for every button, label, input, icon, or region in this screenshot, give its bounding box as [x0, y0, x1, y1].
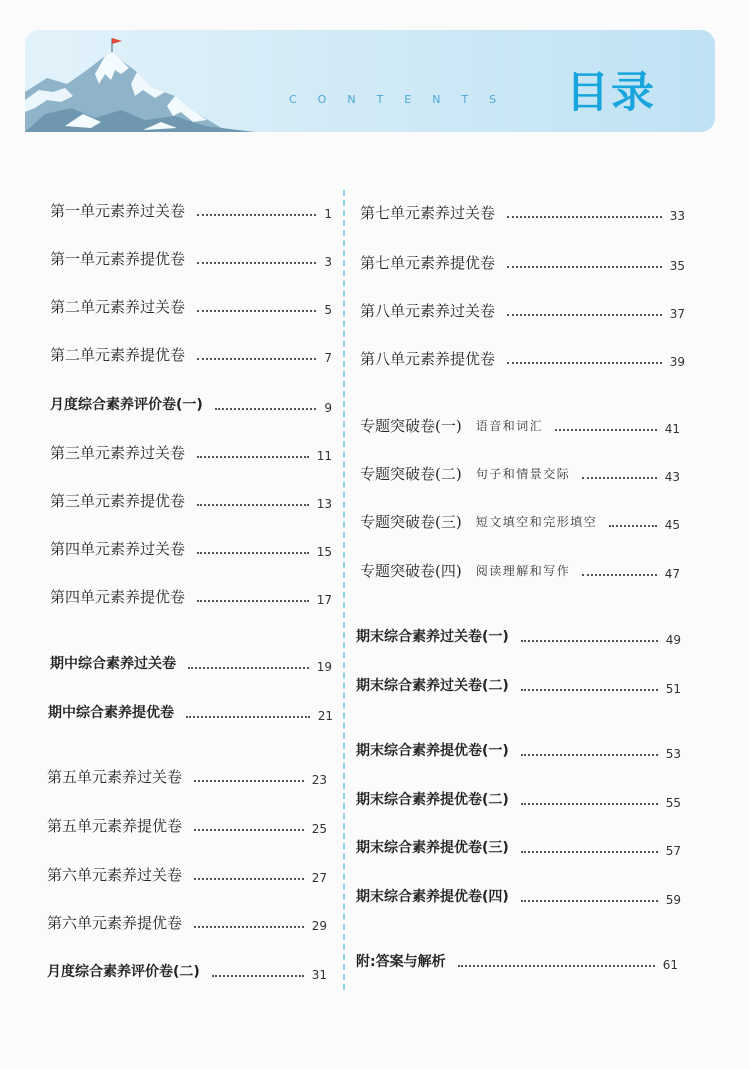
- toc-entry[interactable]: [360, 254, 685, 272]
- toc-entry-subtitle: 阅读理解和写作: [475, 564, 571, 578]
- toc-entry-page-number: 57: [665, 844, 681, 858]
- dot-leader: [197, 504, 309, 506]
- dot-leader: [555, 429, 656, 431]
- toc-entry-page-number: 33: [669, 209, 685, 223]
- toc-entry-title: 第三单元素养提优卷: [50, 492, 186, 510]
- toc-entry-title: 第八单元素养过关卷: [360, 302, 496, 320]
- toc-entry-title: 第六单元素养提优卷: [47, 914, 183, 932]
- toc-entry[interactable]: [360, 350, 685, 368]
- toc-entry[interactable]: [356, 888, 681, 906]
- toc-entry[interactable]: [50, 250, 332, 268]
- toc-entry-page-number: 31: [311, 968, 327, 982]
- toc-entry[interactable]: [356, 677, 681, 695]
- dot-leader: [197, 358, 316, 360]
- toc-entry-title: 第七单元素养提优卷: [360, 254, 496, 272]
- toc-entry-title: 期中综合素养提优卷: [48, 705, 174, 721]
- toc-entry[interactable]: [50, 298, 332, 316]
- toc-entry-title: 期末综合素养提优卷(二): [356, 792, 509, 808]
- toc-entry[interactable]: [50, 492, 332, 510]
- dot-leader: [197, 310, 316, 312]
- toc-entry[interactable]: [356, 839, 681, 857]
- dot-leader: [521, 803, 658, 805]
- toc-entry-title: 第八单元素养提优卷: [360, 350, 496, 368]
- toc-entry-page-number: 59: [665, 893, 681, 907]
- toc-entry-page-number: 29: [311, 919, 327, 933]
- toc-entry[interactable]: [356, 953, 678, 971]
- toc-entry-title: 专题突破卷(一): [360, 417, 462, 435]
- dot-leader: [582, 574, 656, 576]
- dot-leader: [212, 975, 304, 977]
- toc-entry[interactable]: [50, 346, 332, 364]
- toc-entry-title: 月度综合素养评价卷(二): [47, 964, 200, 980]
- toc-entry-page-number: 7: [324, 351, 332, 365]
- toc-entry-page-number: 23: [311, 773, 327, 787]
- toc-entry-title: 期末综合素养提优卷(四): [356, 889, 509, 905]
- toc-entry[interactable]: [50, 540, 332, 558]
- toc-entry[interactable]: [360, 562, 680, 580]
- toc-entry-title: 期中综合素养过关卷: [50, 656, 176, 672]
- toc-entry-title: 第一单元素养提优卷: [50, 250, 186, 268]
- toc-entry-title: 第四单元素养过关卷: [50, 540, 186, 558]
- toc-entry-title: 第六单元素养过关卷: [47, 866, 183, 884]
- toc-entry-page-number: 1: [324, 207, 332, 221]
- toc-entry[interactable]: [47, 866, 327, 884]
- toc-entry[interactable]: [48, 704, 333, 722]
- toc-entry-page-number: 45: [664, 518, 680, 532]
- mountain-illustration: [25, 30, 255, 132]
- toc-entry-title: 第二单元素养提优卷: [50, 346, 186, 364]
- toc-entry-title: 专题突破卷(四): [360, 562, 462, 580]
- dot-leader: [521, 900, 658, 902]
- dot-leader: [188, 667, 309, 669]
- toc-entry-page-number: 41: [664, 422, 680, 436]
- toc-entry[interactable]: [50, 655, 332, 673]
- toc-entry-title: 第五单元素养提优卷: [47, 817, 183, 835]
- toc-entry-page-number: 9: [324, 401, 332, 415]
- toc-entry-page-number: 19: [316, 660, 332, 674]
- toc-entry-page-number: 53: [665, 747, 681, 761]
- toc-entry-title: 期末综合素养提优卷(三): [356, 840, 509, 856]
- toc-entry-page-number: 15: [316, 545, 332, 559]
- dot-leader: [194, 829, 304, 831]
- dot-leader: [507, 362, 662, 364]
- toc-entry-page-number: 43: [664, 470, 680, 484]
- toc-entry-subtitle: 短文填空和完形填空: [475, 515, 598, 529]
- dot-leader: [507, 266, 662, 268]
- dot-leader: [194, 926, 304, 928]
- dot-leader: [609, 525, 656, 527]
- toc-entry-page-number: 55: [665, 796, 681, 810]
- dot-leader: [197, 552, 309, 554]
- toc-entry-title: 第七单元素养过关卷: [360, 204, 496, 222]
- toc-entry-subtitle: 句子和情景交际: [475, 467, 571, 481]
- page-title: 目录: [566, 68, 656, 118]
- dot-leader: [215, 408, 317, 410]
- dot-leader: [197, 456, 309, 458]
- toc-entry-page-number: 5: [324, 303, 332, 317]
- toc-entry-page-number: 47: [664, 567, 680, 581]
- toc-entry-title: 第四单元素养提优卷: [50, 588, 186, 606]
- toc-entry[interactable]: [47, 817, 327, 835]
- toc-entry-page-number: 13: [316, 497, 332, 511]
- dot-leader: [521, 851, 658, 853]
- toc-entry-page-number: 51: [665, 682, 681, 696]
- dot-leader: [507, 216, 662, 218]
- toc-entry[interactable]: [50, 396, 332, 414]
- toc-entry[interactable]: [356, 742, 681, 760]
- dot-leader: [197, 600, 309, 602]
- toc-entry[interactable]: [360, 204, 685, 222]
- toc-entry-title: 附:答案与解析: [356, 954, 446, 970]
- toc-entry[interactable]: [47, 768, 327, 786]
- toc-entry-page-number: 27: [311, 871, 327, 885]
- dot-leader: [197, 262, 316, 264]
- toc-entry-title: 专题突破卷(三): [360, 513, 462, 531]
- toc-entry-page-number: 39: [669, 355, 685, 369]
- toc-entry-page-number: 3: [324, 255, 332, 269]
- dot-leader: [194, 878, 304, 880]
- dot-leader: [197, 214, 316, 216]
- toc-entry-page-number: 61: [662, 958, 678, 972]
- dot-leader: [521, 640, 658, 642]
- toc-entry[interactable]: [47, 963, 327, 981]
- toc-entry-page-number: 35: [669, 259, 685, 273]
- dot-leader: [507, 314, 662, 316]
- dot-leader: [521, 754, 658, 756]
- toc-entry-page-number: 11: [316, 449, 332, 463]
- toc-entry[interactable]: [50, 202, 332, 220]
- toc-entry-title: 第三单元素养过关卷: [50, 444, 186, 462]
- dot-leader: [521, 689, 658, 691]
- column-divider: [343, 190, 345, 990]
- toc-entry-title: 期末综合素养过关卷(二): [356, 678, 509, 694]
- toc-entry-title: 月度综合素养评价卷(一): [50, 397, 203, 413]
- toc-entry-title: 专题突破卷(二): [360, 465, 462, 483]
- toc-entry[interactable]: [360, 302, 685, 320]
- toc-entry-subtitle: 语音和词汇: [475, 419, 544, 433]
- toc-entry[interactable]: [360, 513, 680, 531]
- toc-entry-title: 第一单元素养过关卷: [50, 202, 186, 220]
- contents-word: CONTENTS: [289, 93, 518, 106]
- toc-entry[interactable]: [360, 465, 680, 483]
- toc-entry-title: 期末综合素养提优卷(一): [356, 743, 509, 759]
- toc-entry[interactable]: [360, 417, 680, 435]
- toc-entry-page-number: 49: [665, 633, 681, 647]
- toc-entry-title: 第五单元素养过关卷: [47, 768, 183, 786]
- dot-leader: [194, 780, 304, 782]
- dot-leader: [186, 716, 310, 718]
- toc-entry[interactable]: [356, 791, 681, 809]
- toc-entry[interactable]: [50, 444, 332, 462]
- toc-entry-page-number: 21: [317, 709, 333, 723]
- toc-entry-page-number: 37: [669, 307, 685, 321]
- toc-entry-title: 期末综合素养过关卷(一): [356, 629, 509, 645]
- dot-leader: [582, 477, 656, 479]
- toc-entry[interactable]: [356, 628, 681, 646]
- dot-leader: [458, 965, 655, 967]
- toc-entry-page-number: 25: [311, 822, 327, 836]
- toc-entry[interactable]: [47, 914, 327, 932]
- toc-entry-title: 第二单元素养过关卷: [50, 298, 186, 316]
- toc-entry-page-number: 17: [316, 593, 332, 607]
- toc-entry[interactable]: [50, 588, 332, 606]
